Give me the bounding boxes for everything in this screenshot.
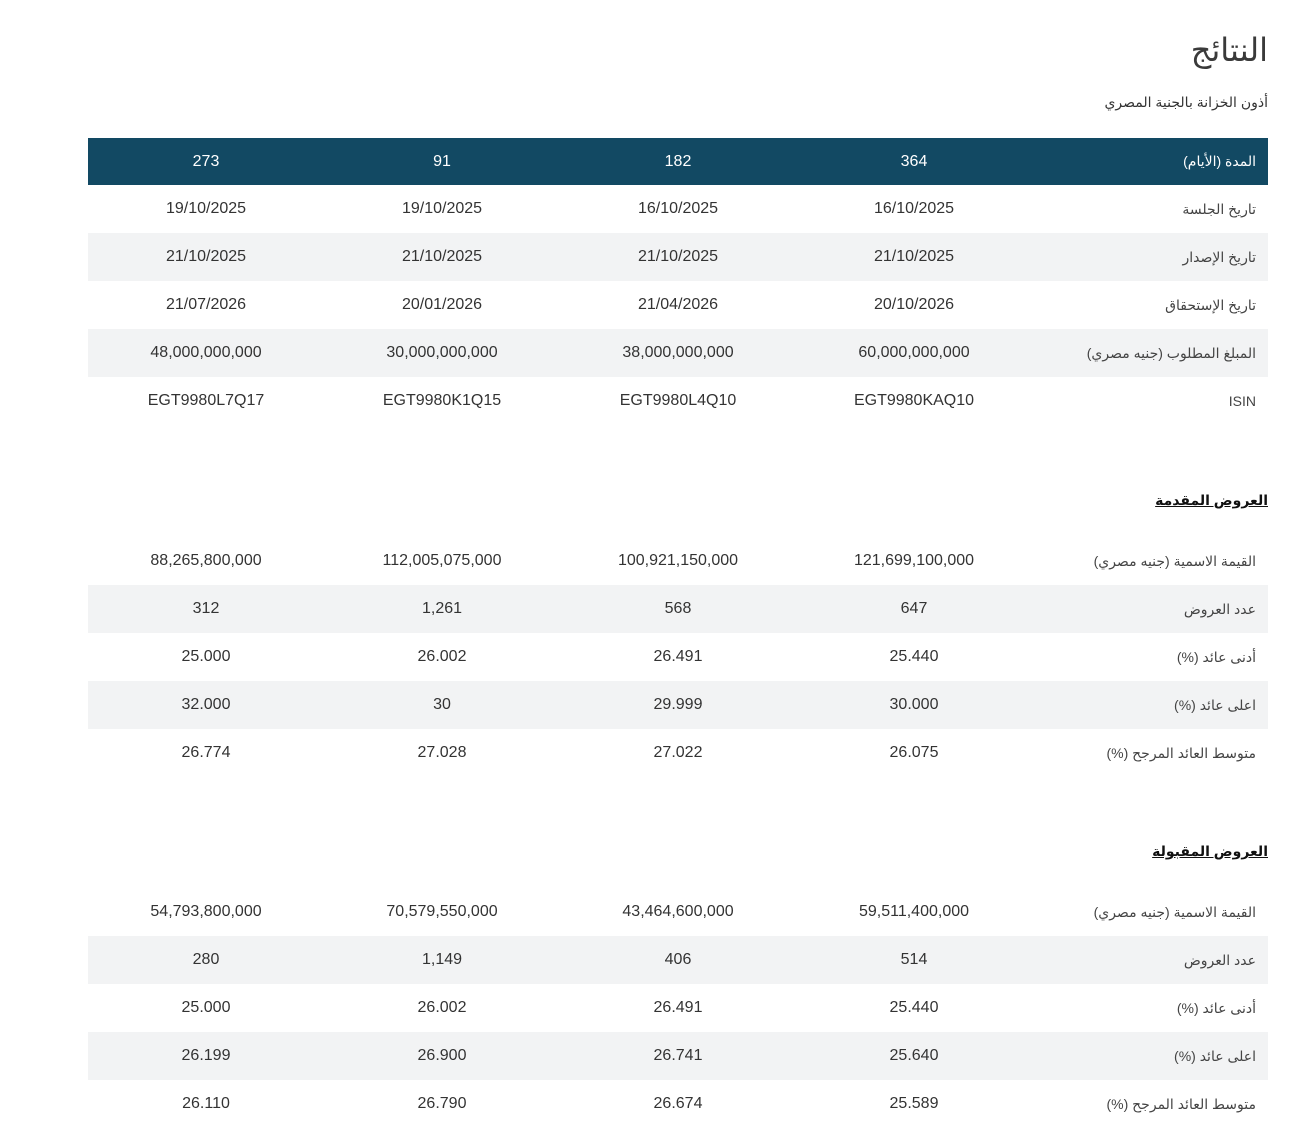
row-label: متوسط العائد المرجح (%) (1106, 1095, 1256, 1112)
table-row (88, 681, 1268, 729)
row-label: اعلى عائد (%) (1032, 1032, 1268, 1080)
row-label: متوسط العائد المرجح (%) (1106, 744, 1256, 761)
row-label: القيمة الاسمية (جنيه مصري) (1093, 552, 1256, 569)
cell: 30,000,000,000 (324, 329, 560, 377)
header-label: المدة (الأيام) (1032, 138, 1268, 185)
cell: 26.774 (181, 744, 231, 761)
cell: 38,000,000,000 (560, 329, 796, 377)
cell: 27.028 (417, 744, 467, 761)
cell: 26.491 (653, 999, 703, 1016)
cell: 30 (324, 681, 560, 729)
cell: 27.022 (653, 744, 703, 761)
table-row (88, 729, 1268, 777)
table-row (88, 585, 1268, 633)
table-row (88, 888, 1268, 936)
cell: 16/10/2025 (873, 200, 955, 217)
cell: 25.440 (889, 999, 939, 1016)
header-cell: 273 (88, 138, 324, 185)
row-label: تاريخ الجلسة (1182, 200, 1256, 217)
cell: 26.002 (417, 999, 467, 1016)
cell: 25.000 (181, 999, 231, 1016)
cell: 26.674 (653, 1095, 703, 1112)
row-label: المبلغ المطلوب (جنيه مصري) (1032, 329, 1268, 377)
header-cell: 182 (560, 138, 796, 185)
row-label: تاريخ الإستحقاق (1165, 296, 1256, 313)
table-row (88, 633, 1268, 681)
cell: 48,000,000,000 (88, 329, 324, 377)
row-label: تاريخ الإصدار (1032, 233, 1268, 281)
table-row (88, 1032, 1268, 1080)
cell: 20/01/2026 (401, 296, 483, 313)
cell: 60,000,000,000 (796, 329, 1032, 377)
cell: 70,579,550,000 (386, 903, 498, 920)
cell: 112,005,075,000 (382, 552, 502, 569)
cell: 19/10/2025 (165, 200, 247, 217)
cell: 26.491 (653, 648, 703, 665)
table-row (88, 185, 1268, 233)
row-label: أدنى عائد (%) (1176, 999, 1256, 1016)
cell: 30.000 (796, 681, 1032, 729)
table-row (88, 984, 1268, 1032)
page-title: النتائج (1190, 32, 1268, 68)
cell: 21/04/2026 (637, 296, 719, 313)
cell: 25.640 (796, 1032, 1032, 1080)
cell: 88,265,800,000 (150, 552, 262, 569)
table-row (88, 329, 1268, 377)
table-row (88, 537, 1268, 585)
table-row (88, 936, 1268, 984)
cell: 29.999 (560, 681, 796, 729)
cell: EGT9980K1Q15 (382, 392, 502, 409)
cell: 1,149 (324, 936, 560, 984)
row-label: أدنى عائد (%) (1176, 648, 1256, 665)
cell: 19/10/2025 (401, 200, 483, 217)
table-row (88, 377, 1268, 425)
cell: 26.900 (324, 1032, 560, 1080)
cell: 26.790 (417, 1095, 467, 1112)
cell: 21/10/2025 (796, 233, 1032, 281)
table-row (88, 1080, 1268, 1128)
accepted-bids-table (88, 888, 1268, 1128)
cell: 26.199 (88, 1032, 324, 1080)
table-row (88, 233, 1268, 281)
row-label: القيمة الاسمية (جنيه مصري) (1093, 903, 1256, 920)
cell: 1,261 (324, 585, 560, 633)
submitted-bids-table (88, 537, 1268, 777)
cell: 568 (560, 585, 796, 633)
cell: 26.110 (182, 1095, 230, 1112)
summary-header-row (88, 138, 1268, 185)
cell: 100,921,150,000 (617, 552, 739, 569)
summary-table (88, 138, 1268, 425)
cell: EGT9980KAQ10 (853, 392, 975, 409)
cell: 514 (796, 936, 1032, 984)
row-label: عدد العروض (1032, 585, 1268, 633)
cell: 25.000 (181, 648, 231, 665)
header-cell: 91 (324, 138, 560, 185)
cell: 26.741 (560, 1032, 796, 1080)
cell: 32.000 (88, 681, 324, 729)
cell: 21/10/2025 (324, 233, 560, 281)
cell: 25.589 (889, 1095, 939, 1112)
cell: 26.075 (889, 744, 939, 761)
cell: 25.440 (889, 648, 939, 665)
section-heading-submitted-bids: العروض المقدمة (1155, 492, 1268, 508)
cell: 280 (88, 936, 324, 984)
page-subtitle: أذون الخزانة بالجنية المصري (1104, 94, 1268, 110)
cell: 59,511,400,000 (858, 903, 970, 920)
row-label: ISIN (1228, 393, 1256, 409)
cell: 406 (560, 936, 796, 984)
cell: 121,699,100,000 (853, 552, 975, 569)
row-label: اعلى عائد (%) (1032, 681, 1268, 729)
cell: 21/10/2025 (88, 233, 324, 281)
cell: EGT9980L7Q17 (147, 392, 265, 409)
header-cell: 364 (796, 138, 1032, 185)
cell: 26.002 (417, 648, 467, 665)
table-row (88, 281, 1268, 329)
row-label: عدد العروض (1032, 936, 1268, 984)
cell: 43,464,600,000 (622, 903, 734, 920)
cell: 647 (796, 585, 1032, 633)
cell: 21/07/2026 (165, 296, 247, 313)
cell: 21/10/2025 (560, 233, 796, 281)
cell: 54,793,800,000 (150, 903, 262, 920)
cell: 312 (88, 585, 324, 633)
cell: 20/10/2026 (873, 296, 955, 313)
cell: EGT9980L4Q10 (619, 392, 737, 409)
cell: 16/10/2025 (637, 200, 719, 217)
section-heading-accepted-bids: العروض المقبولة (1152, 843, 1268, 859)
